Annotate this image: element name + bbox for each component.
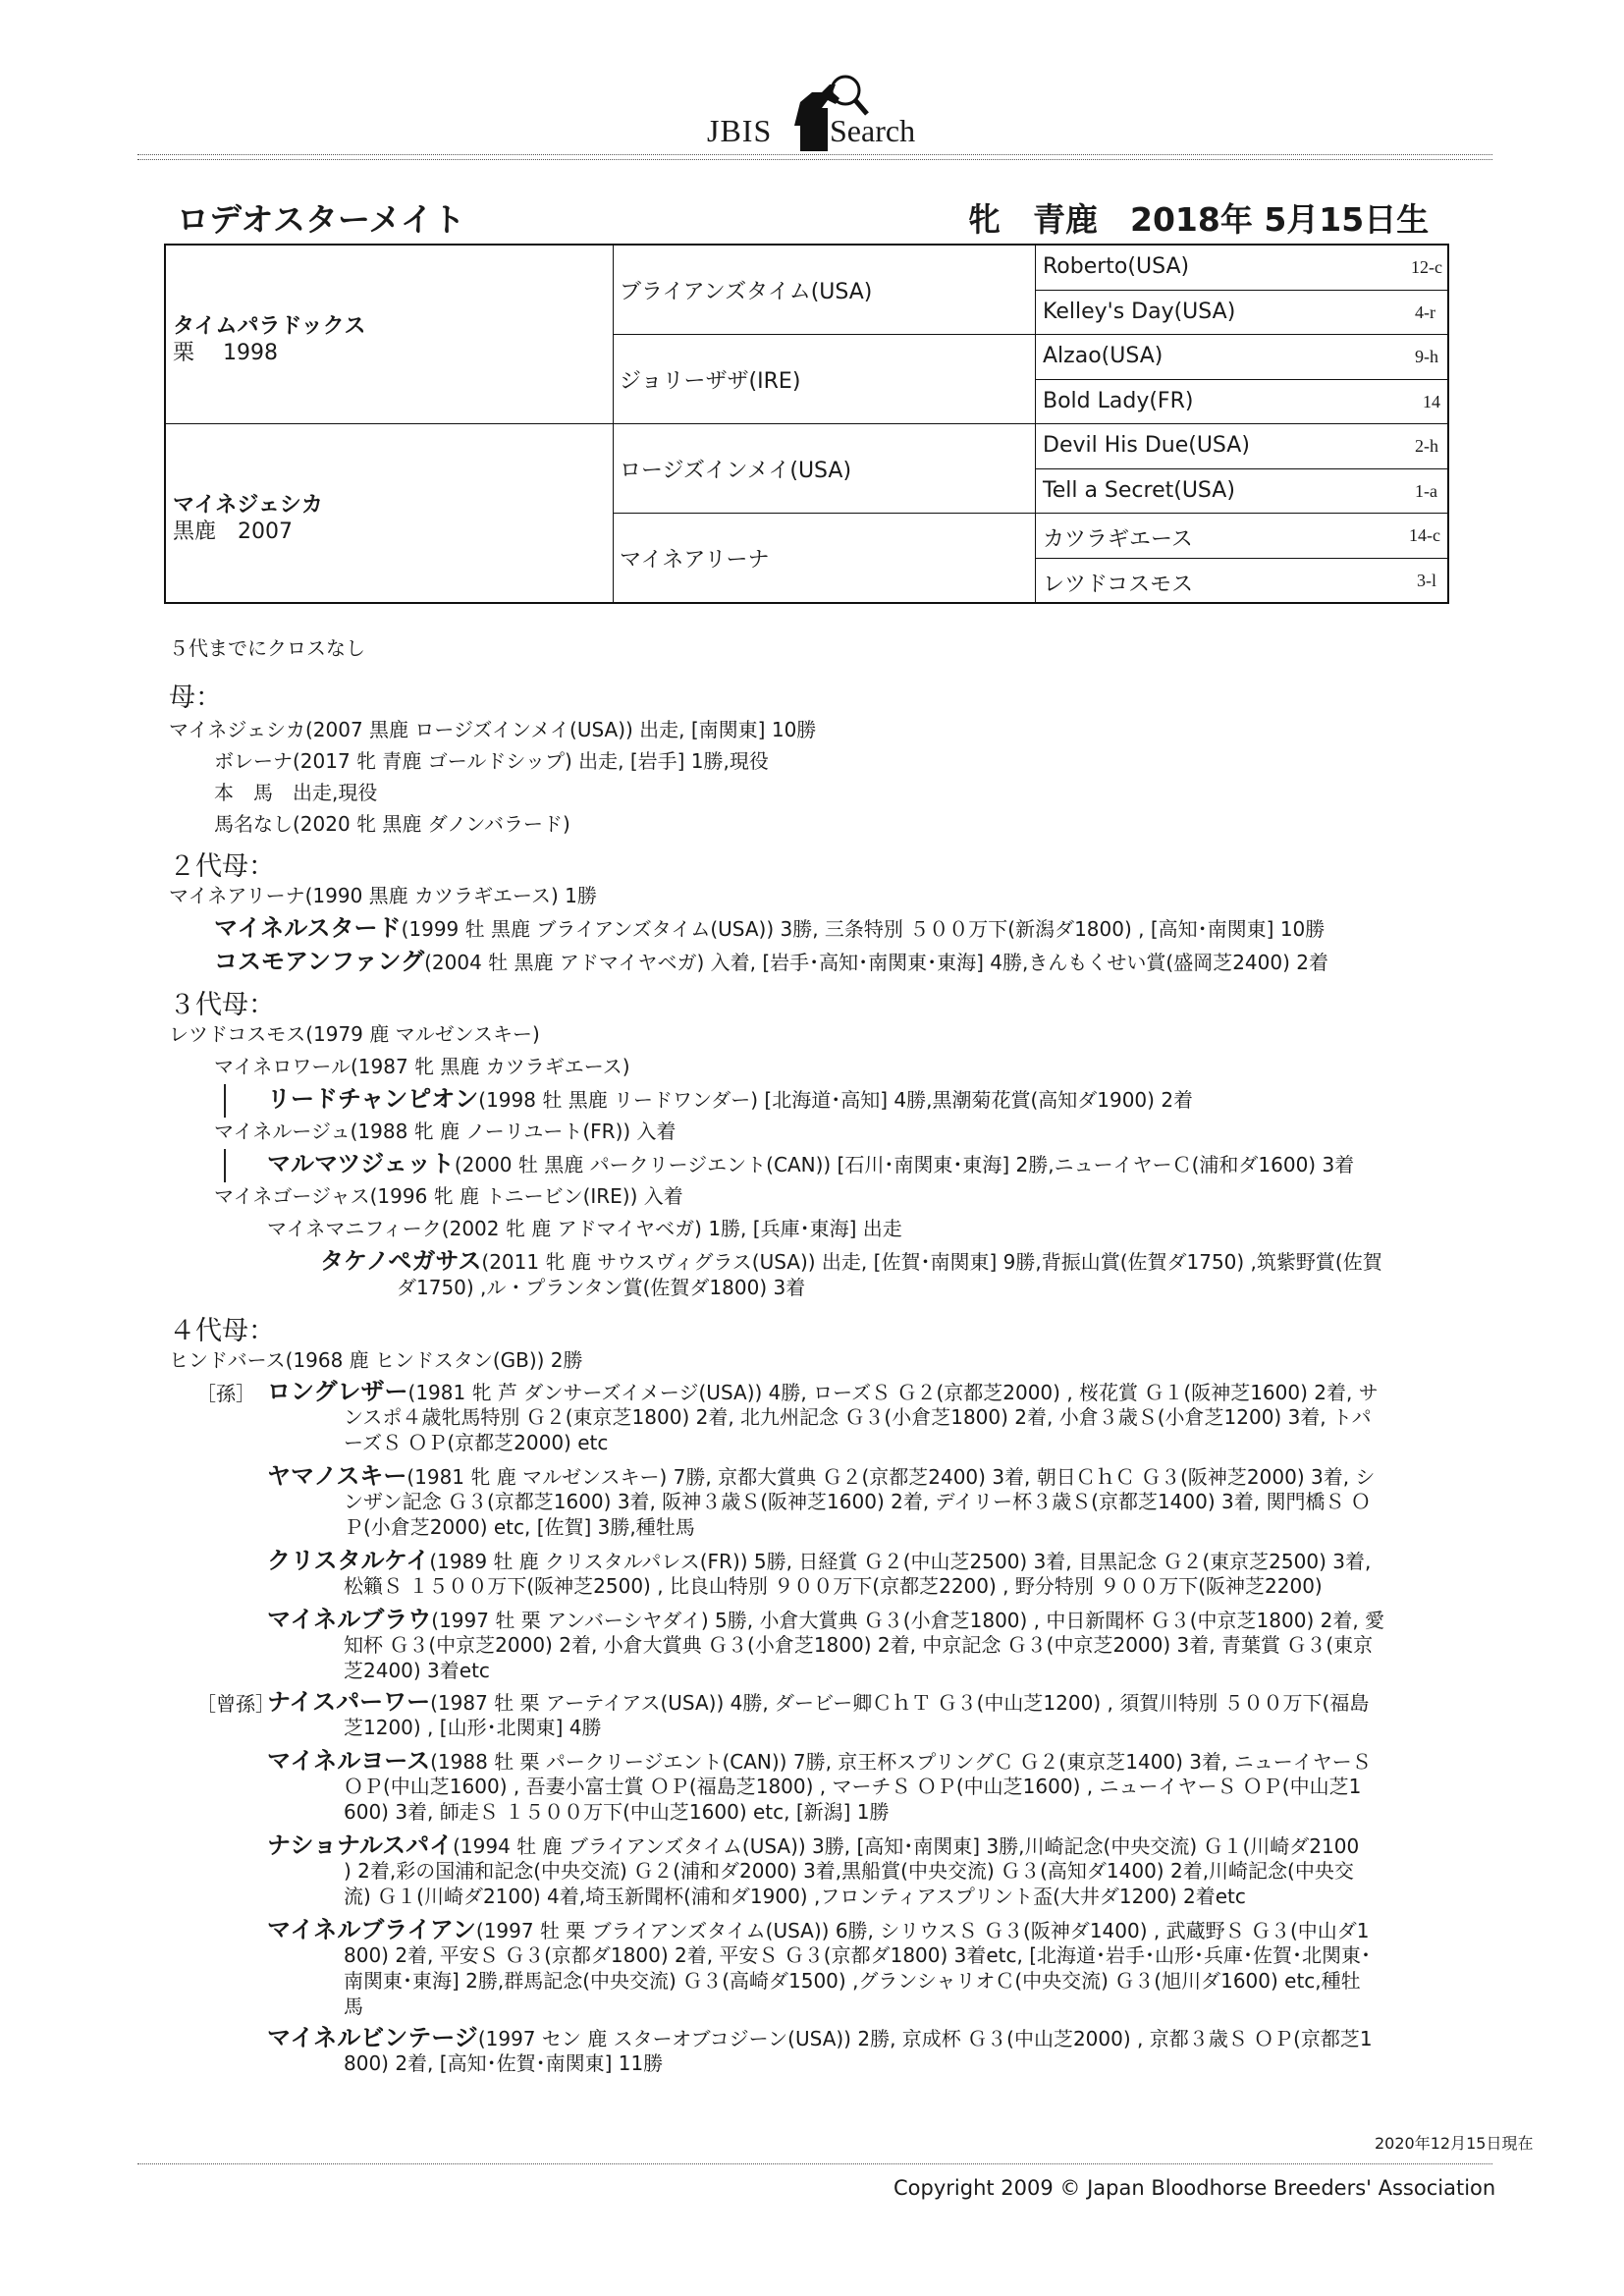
no-cross-note: ５代までにクロスなし bbox=[169, 636, 365, 660]
family-entry-cont bbox=[344, 1715, 601, 1740]
entry-text: マイネゴージャス(1996 牝 鹿 トニービン(IRE)) 入着 bbox=[214, 1184, 683, 1208]
family-entry bbox=[267, 1917, 1369, 1943]
pedigree-gen3-1: Roberto(USA) bbox=[1043, 254, 1190, 279]
family-entry-cont bbox=[344, 1573, 1323, 1599]
family-entry bbox=[169, 1347, 583, 1373]
family-entry-cont bbox=[344, 1489, 1371, 1514]
entry-name: リードチャンピオン bbox=[267, 1085, 479, 1113]
pedigree-divider bbox=[1035, 468, 1447, 469]
family-entry bbox=[214, 811, 570, 837]
pedigree-gen3-4: Bold Lady(FR) bbox=[1043, 389, 1194, 413]
family-entry bbox=[267, 1832, 1359, 1859]
jbis-search-logo bbox=[702, 69, 957, 157]
family-entry bbox=[267, 1216, 902, 1241]
pedigree-gen2-3: ロージズインメイ(USA) bbox=[620, 459, 852, 483]
entry-name: ロングレザー bbox=[267, 1378, 408, 1405]
pedigree-divider bbox=[1035, 379, 1447, 380]
entry-text: 800) 2着, [高知･佐賀･南関東] 11勝 bbox=[344, 2051, 664, 2075]
lineage-bar bbox=[224, 1149, 226, 1182]
entry-text: 流) Ｇ１(川崎ダ2100) 4着,埼玉新聞杯(浦和ダ1900) ,フロンティアスプリント盃(大井ダ1200) 2着etc bbox=[344, 1885, 1246, 1908]
footer-rule bbox=[137, 2163, 1492, 2164]
family-entry-cont bbox=[344, 1858, 1354, 1884]
entry-text: 800) 2着, 平安Ｓ Ｇ３(京都ダ1800) 2着, 平安Ｓ Ｇ３(京都ダ1800) 3着etc, [北海道･岩手･山形･兵庫･佐賀･北関東･ bbox=[344, 1943, 1372, 1967]
family-entry bbox=[267, 1748, 1372, 1775]
family-entry bbox=[214, 1054, 630, 1079]
family-entry bbox=[169, 883, 597, 908]
family-entry-cont bbox=[344, 1968, 1361, 1994]
as-of-date: 2020年12月15日現在 bbox=[1375, 2134, 1534, 2153]
entry-text: マイネアリーナ(1990 黒鹿 カツラギエース) 1勝 bbox=[169, 884, 597, 907]
entry-text: ヒンドバース(1968 鹿 ヒンドスタン(GB)) 2勝 bbox=[169, 1348, 583, 1372]
entry-text: (1987 牡 栗 アーテイアス(USA)) 4勝, ダービー卿ＣｈＴ Ｇ３(中山芝1200) , 須賀川特別 ５００万下(福島 bbox=[430, 1691, 1370, 1715]
entry-text: ボレーナ(2017 牝 青鹿 ゴールドシップ) 出走, [岩手] 1勝,現役 bbox=[214, 749, 769, 773]
pedigree-gen3-8: レツドコスモス bbox=[1043, 573, 1194, 597]
pedigree-gen2-4: マイネアリーナ bbox=[620, 548, 770, 573]
entry-text: 馬 bbox=[344, 1995, 363, 2018]
family-entry-cont bbox=[397, 1275, 805, 1300]
entry-text: ーズＳ ＯＰ(京都芝2000) etc bbox=[344, 1431, 609, 1454]
family-entry bbox=[169, 1021, 540, 1047]
entry-text: 南関東･東海] 2勝,群馬記念(中央交流) Ｇ３(高崎ダ1500) ,グランシャリオＣ(中央交流) Ｇ３(旭川ダ1600) etc,種牡 bbox=[344, 1969, 1361, 1993]
entry-text: (1997 セン 鹿 スターオブコジーン(USA)) 2勝, 京成杯 Ｇ３(中山芝2000) , 京都３歳Ｓ ＯＰ(京都芝1 bbox=[477, 2027, 1373, 2050]
pedigree-table bbox=[164, 244, 1449, 604]
family-entry-cont bbox=[344, 1884, 1246, 1909]
entry-name: マルマツジェット bbox=[267, 1150, 455, 1177]
family-entry-cont bbox=[344, 1799, 890, 1825]
family-code: 9-h bbox=[1415, 347, 1438, 366]
entry-name: ナイスパーワー bbox=[267, 1688, 431, 1716]
entry-text: ) 2着,彩の国浦和記念(中央交流) Ｇ２(浦和ダ2000) 3着,黒船賞(中央交流) Ｇ３(高知ダ1400) 2着,川崎記念(中央交 bbox=[344, 1859, 1354, 1883]
entry-text: (1988 牡 栗 パークリージエント(CAN)) 7勝, 京王杯スプリングＣ Ｇ２(東京芝1400) 3着, ニューイヤーＳ bbox=[430, 1750, 1372, 1774]
entry-text: (1997 牡 栗 ブライアンズタイム(USA)) 6勝, シリウスＳ Ｇ３(阪神ダ1400) , 武蔵野Ｓ Ｇ３(中山ダ1 bbox=[475, 1919, 1370, 1942]
logo-jbis-text: JBIS bbox=[707, 113, 773, 148]
entry-text: (1997 牡 栗 アンバーシヤダイ) 5勝, 小倉大賞典 Ｇ３(小倉芝1800) , 中日新聞杯 Ｇ３(中京芝1800) 2着, 愛 bbox=[431, 1609, 1385, 1632]
entry-text: (2011 牝 鹿 サウスヴィグラス(USA)) 出走, [佐賀･南関東] 9勝,背振山賞(佐賀ダ1750) ,筑紫野賞(佐賀 bbox=[481, 1250, 1382, 1274]
family-code: 14 bbox=[1423, 392, 1440, 411]
entry-text: (1981 牝 鹿 マルゼンスキー) 7勝, 京都大賞典 Ｇ２(京都芝2400) 3着, 朝日ＣｈＣ Ｇ３(阪神芝2000) 3着, シ bbox=[406, 1465, 1376, 1489]
pedigree-divider bbox=[613, 334, 1447, 335]
pedigree-divider bbox=[1035, 290, 1447, 291]
family-entry-cont bbox=[344, 1632, 1373, 1658]
pedigree-divider bbox=[1035, 558, 1447, 559]
family-entry bbox=[267, 1689, 1369, 1716]
entry-name: ナショナルスパイ bbox=[267, 1831, 454, 1859]
section-heading: 母： bbox=[169, 683, 222, 713]
entry-text: 松籟Ｓ １５００万下(阪神芝2500) , 比良山特別 ９００万下(京都芝2200) , 野分特別 ９００万下(阪神芝2200) bbox=[344, 1574, 1323, 1598]
family-code: 12-c bbox=[1411, 257, 1442, 277]
pedigree-gen3-2: Kelley's Day(USA) bbox=[1043, 300, 1236, 324]
entry-name: クリスタルケイ bbox=[267, 1547, 430, 1574]
entry-text: (1989 牡 鹿 クリスタルパレス(FR)) 5勝, 日経賞 Ｇ２(中山芝2500) 3着, 目黒記念 Ｇ２(東京芝2500) 3着, bbox=[429, 1550, 1372, 1573]
logo-block bbox=[800, 108, 828, 151]
family-entry-cont bbox=[344, 1430, 608, 1455]
entry-name: マイネルブラウ bbox=[267, 1606, 432, 1633]
logo-search-text: Search bbox=[830, 113, 916, 148]
entry-text: (1999 牡 黒鹿 ブライアンズタイム(USA)) 3勝, 三条特別 ５００万下(新潟ダ1800) , [高知･南関東] 10勝 bbox=[401, 917, 1326, 941]
grandchild-tag: ［孫］ bbox=[196, 1382, 255, 1405]
family-entry-cont bbox=[344, 1774, 1361, 1799]
dam-name: マイネジェシカ bbox=[173, 493, 323, 518]
family-entry bbox=[267, 1463, 1375, 1490]
entry-text: マイネジェシカ(2007 黒鹿 ロージズインメイ(USA)) 出走, [南関東] 10勝 bbox=[169, 718, 817, 741]
entry-text: 知杯 Ｇ３(中京芝2000) 2着, 小倉大賞典 Ｇ３(小倉芝1800) 2着, 中京記念 Ｇ３(中京芝2000) 3着, 青葉賞 Ｇ３(東京 bbox=[344, 1633, 1374, 1657]
pedigree-gen3-5: Devil His Due(USA) bbox=[1043, 433, 1250, 458]
entry-text: (2004 牡 黒鹿 アドマイヤベガ) 入着, [岩手･高知･南関東･東海] 4勝,きんもくせい賞(盛岡芝2400) 2着 bbox=[424, 951, 1328, 974]
entry-text: 芝2400) 3着etc bbox=[344, 1659, 490, 1682]
horse-info: 牝 青鹿 2018年 5月15日生 bbox=[968, 200, 1430, 239]
family-entry bbox=[214, 1183, 683, 1209]
entry-name: タケノペガサス bbox=[320, 1247, 482, 1275]
family-entry bbox=[267, 2025, 1373, 2051]
entry-text: (2000 牡 黒鹿 パークリージエント(CAN)) [石川･南関東･東海] 2勝,ニューイヤーＣ(浦和ダ1600) 3着 bbox=[454, 1153, 1355, 1176]
entry-text: (1994 牡 鹿 ブライアンズタイム(USA)) 3勝, [高知･南関東] 3勝,川崎記念(中央交流) Ｇ１(川崎ダ2100 bbox=[453, 1834, 1360, 1858]
sire-name: タイムパラドックス bbox=[173, 314, 366, 339]
copyright-text: Copyright 2009 © Japan Bloodhorse Breeders' Association bbox=[893, 2176, 1496, 2200]
section-heading: ３代母： bbox=[169, 990, 275, 1020]
entry-text: ンスポ４歳牝馬特別 Ｇ２(東京芝1800) 2着, 北九州記念 Ｇ３(小倉芝1800) 2着, 小倉３歳Ｓ(小倉芝1200) 3着, トパ bbox=[344, 1405, 1372, 1429]
family-entry bbox=[214, 915, 1325, 942]
family-entry bbox=[214, 780, 377, 805]
family-entry-cont bbox=[344, 1994, 363, 2019]
entry-name: ヤマノスキー bbox=[267, 1462, 407, 1490]
entry-text: ダ1750) ,ル・プランタン賞(佐賀ダ1800) 3着 bbox=[397, 1276, 806, 1299]
great-grandchild-tag: ［曾孫］ bbox=[196, 1692, 275, 1716]
family-code: 2-h bbox=[1415, 436, 1438, 456]
sire-detail: 栗 1998 bbox=[173, 341, 278, 365]
family-entry bbox=[267, 1379, 1379, 1405]
entry-text: 600) 3着, 師走Ｓ １５００万下(中山芝1600) etc, [新潟] 1勝 bbox=[344, 1800, 890, 1824]
entry-text: ンザン記念 Ｇ３(京都芝1600) 3着, 阪神３歳Ｓ(阪神芝1600) 2着, デイリー杯３歳Ｓ(京都芝1400) 3着, 関門橋Ｓ Ｏ bbox=[344, 1490, 1371, 1513]
family-entry bbox=[267, 1086, 1193, 1113]
entry-name: マイネルブライアン bbox=[267, 1916, 476, 1943]
family-entry bbox=[267, 1607, 1384, 1633]
family-entry-cont bbox=[344, 1942, 1371, 1968]
pedigree-gen3-6: Tell a Secret(USA) bbox=[1043, 478, 1235, 503]
entry-text: マイネロワール(1987 牝 黒鹿 カツラギエース) bbox=[214, 1055, 630, 1078]
family-entry-cont bbox=[344, 1404, 1372, 1430]
family-entry bbox=[214, 949, 1328, 975]
pedigree-divider bbox=[613, 513, 1447, 514]
entry-text: 芝1200) , [山形･北関東] 4勝 bbox=[344, 1716, 602, 1739]
entry-text: (1998 牡 黒鹿 リードワンダー) [北海道･高知] 4勝,黒潮菊花賞(高知ダ1900) 2着 bbox=[478, 1088, 1194, 1112]
family-code: 4-r bbox=[1415, 302, 1435, 322]
pedigree-gen2-2: ジョリーザザ(IRE) bbox=[620, 369, 801, 394]
entry-text: マイネマニフィーク(2002 牝 鹿 アドマイヤベガ) 1勝, [兵庫･東海] 出走 bbox=[267, 1217, 902, 1240]
family-entry-cont bbox=[344, 1658, 490, 1683]
entry-text: (1981 牝 芦 ダンサーズイメージ(USA)) 4勝, ローズＳ Ｇ２(京都芝2000) , 桜花賞 Ｇ１(阪神芝1600) 2着, サ bbox=[407, 1381, 1379, 1404]
entry-name: マイネルスタード bbox=[214, 914, 402, 942]
pedigree-divider bbox=[166, 423, 1447, 424]
family-entry bbox=[267, 1548, 1371, 1574]
section-heading: ２代母： bbox=[169, 851, 275, 882]
pedigree-gen2-1: ブライアンズタイム(USA) bbox=[620, 280, 873, 304]
entry-text: マイネルージュ(1988 牝 鹿 ノーリユート(FR)) 入着 bbox=[214, 1120, 677, 1143]
entry-text: Ｐ(小倉芝2000) etc, [佐賀] 3勝,種牡馬 bbox=[344, 1515, 695, 1539]
entry-name: コスモアンファング bbox=[214, 948, 425, 975]
family-entry-cont bbox=[344, 2050, 663, 2076]
family-entry bbox=[267, 1151, 1354, 1177]
family-entry bbox=[214, 748, 769, 774]
family-code: 1-a bbox=[1415, 481, 1437, 501]
family-code: 3-l bbox=[1417, 571, 1436, 590]
lineage-bar bbox=[224, 1084, 226, 1118]
entry-text: ＯＰ(中山芝1600) , 吾妻小富士賞 ＯＰ(福島芝1800) , マーチＳ ＯＰ(中山芝1600) , ニューイヤーＳ ＯＰ(中山芝1 bbox=[344, 1775, 1362, 1798]
family-entry bbox=[169, 717, 816, 742]
entry-name: マイネルビンテージ bbox=[267, 2024, 478, 2051]
header-rule-2 bbox=[137, 159, 1492, 160]
pedigree-gen3-3: Alzao(USA) bbox=[1043, 344, 1164, 368]
family-code: 14-c bbox=[1409, 525, 1440, 545]
entry-text: 本 馬 出走,現役 bbox=[214, 781, 378, 804]
entry-text: レツドコスモス(1979 鹿 マルゼンスキー) bbox=[169, 1022, 540, 1046]
section-heading: ４代母： bbox=[169, 1316, 275, 1346]
entry-name: マイネルヨース bbox=[267, 1747, 431, 1775]
horse-name: ロデオスターメイト bbox=[177, 200, 465, 239]
dam-detail: 黒鹿 2007 bbox=[173, 519, 293, 544]
pedigree-gen3-7: カツラギエース bbox=[1043, 527, 1193, 552]
header-rule bbox=[137, 154, 1492, 155]
family-entry-cont bbox=[344, 1514, 695, 1540]
family-entry bbox=[320, 1248, 1382, 1275]
entry-text: 馬名なし(2020 牝 黒鹿 ダノンバラード) bbox=[214, 812, 570, 836]
family-entry bbox=[214, 1119, 677, 1144]
